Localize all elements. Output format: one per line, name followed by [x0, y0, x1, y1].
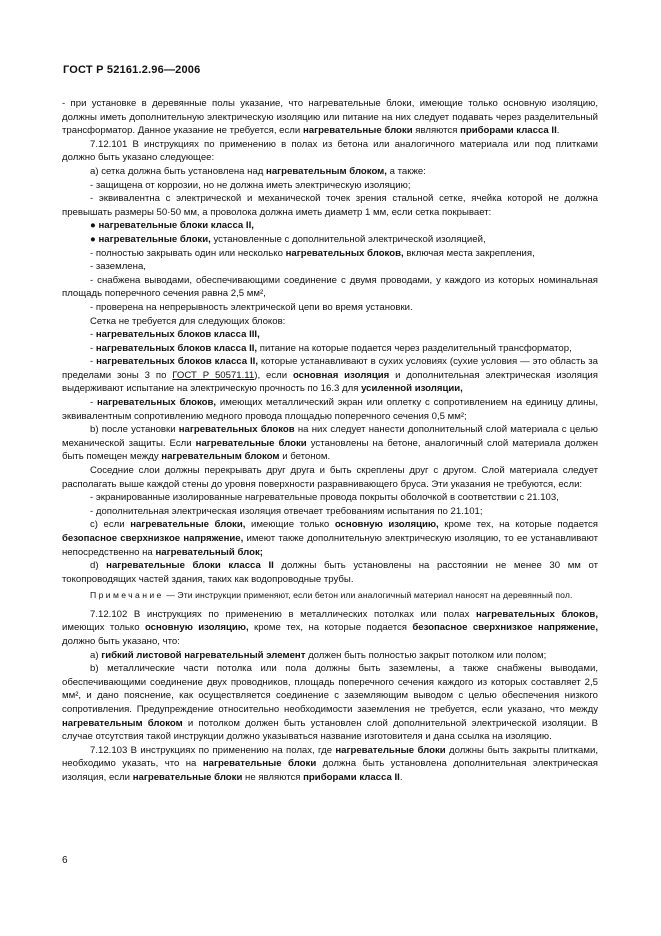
clause-7-12-102: 7.12.102 В инструкциях по применению в металлических потолках или полах нагревательных блоков, имеющих только основную изоляцию, кроме тех, на которые подается безопасное сверхнизкое напряжение, должно быть указано, что: — [62, 608, 599, 648]
paragraph: - полностью закрывать один или несколько нагревательных блоков, включая места закрепления, — [90, 247, 535, 259]
paragraph: - нагревательных блоков класса II, которые устанавливают в сухих условиях (сухие условия — это область за пределами зоны 3 по ГОСТ Р 50571.11), если основная изоляция и дополнительная электрическая изоляция выдерживают испытание на электрическую прочность по 16.3 для усиленной изоляции, — [62, 356, 598, 395]
item-a: а) сетка должна быть установлена над нагревательным блоком, а также: — [90, 165, 426, 177]
paragraph: Соседние слои должны перекрывать друг друга и быть скреплены друг с другом. Слой материала следует располагать выше каждой стены до уровня поверхности разравнивающего бруса. Эти указания не требуются, если: — [62, 465, 598, 490]
paragraph: - нагревательных блоков класса II, питание на которые подается через разделительный трансформатор, — [90, 342, 572, 354]
document-body — [62, 97, 598, 785]
item-a: а) гибкий листовой нагревательный элемент должен быть полностью закрыт потолком или полом; — [90, 649, 547, 661]
bullet-item: ● нагревательные блоки класса II, — [90, 220, 254, 232]
note: Примечание — Эти инструкции применяют, если бетон или аналогичный материал наносят на деревянный пол. — [90, 590, 573, 601]
page-number: 6 — [62, 855, 68, 866]
paragraph: - нагревательных блоков, имеющих металлический экран или оплетку с сопротивлением на единицу длины, эквивалентным сопротивлению медного провода площадью поперечного сечения 0,5 мм²; — [62, 397, 598, 422]
paragraph: - дополнительная электрическая изоляция отвечает требованиям испытания по 21.101; — [90, 505, 483, 517]
bullet-item: ● нагревательные блоки, установленные с дополнительной электрической изоляцией, — [90, 233, 486, 245]
paragraph: - экранированные изолированные нагревательные провода покрыты оболочкой в соответствии с 21.103, — [90, 492, 559, 504]
clause-7-12-103: 7.12.103 В инструкциях по применению на полах, где нагревательные блоки должны быть закрыты плитками, необходимо указать, что на нагревательные блоки должна быть установлена дополнительная электрическая изоляция, если нагревательные блоки не являются приборами класса II. — [62, 744, 598, 783]
paragraph: - защищена от коррозии, но не должна иметь электрическую изоляцию; — [90, 179, 411, 191]
paragraph: Сетка не требуется для следующих блоков: — [90, 315, 286, 327]
paragraph: - при установке в деревянные полы указание, что нагревательные блоки, имеющие только основную изоляцию, должны иметь дополнительную электрическую изоляцию или питание на них следует подавать через разделительный трансформатор. Данное указание не требуется, если нагревательные блоки являются приборами класса II. — [62, 98, 598, 137]
item-d: d) нагревательные блоки класса II должны быть установлены на расстоянии не менее 30 мм от токопроводящих частей здания, таких как водопроводные трубы. — [62, 560, 599, 585]
item-b: b) металлические части потолка или пола должны быть заземлены, а также снабжены выводами, обеспечивающими соединение двух проводников, площадь поперечного сечения каждого из которых составляет 2,5 мм², и дано пояснение, как осуществляется соединение с заземляющим выводом с целью обеспечения низкого сопротивления. Предупреждение относительно необходимости заземления не требуется, если указано, что между нагревательным блоком и потолком должен быть установлен слой дополнительной электрической изоляции. В случае отсутствия такой инструкции должно указываться название изготовителя и дана ссылка на изоляцию. — [62, 663, 598, 743]
paragraph: - снабжена выводами, обеспечивающими соединение с двумя проводами, у каждого из которых номинальная площадь поперечного сечения равна 2,5 мм², — [62, 274, 598, 300]
clause-7-12-101: 7.12.101 В инструкциях по применению в полах из бетона или аналогичного материала или под плитками должно быть указано следующее: — [62, 138, 598, 164]
item-c: с) если нагревательные блоки, имеющие только основную изоляцию, кроме тех, на которые подается безопасное сверхнизкое напряжение, имеют также дополнительную электрическую изоляцию, то ее устанавливают непосредственно на нагревательный блок; — [62, 519, 598, 558]
paragraph: - нагревательных блоков класса III, — [90, 329, 260, 341]
item-b: b) после установки нагревательных блоков на них следует нанести дополнительный слой материала с целью механической защиты. Если нагревательные блоки установлены на бетоне, аналогичный слой материала должен быть помещен между нагревательным блоком и бетоном. — [62, 424, 598, 463]
gost-reference-link[interactable]: ГОСТ Р 50571.11 — [172, 369, 255, 381]
document-header: ГОСТ Р 52161.2.96—2006 — [63, 64, 201, 76]
paragraph: - заземлена, — [90, 261, 146, 273]
paragraph: - проверена на непрерывность электрической цепи во время установки. — [90, 301, 413, 313]
paragraph: - эквивалентна с электрической и механической точек зрения стальной сетке, ячейка которой не должна превышать размеры 50·50 мм, а проволока должна иметь диаметр 1 мм, если сетка покрывает: — [62, 193, 598, 218]
